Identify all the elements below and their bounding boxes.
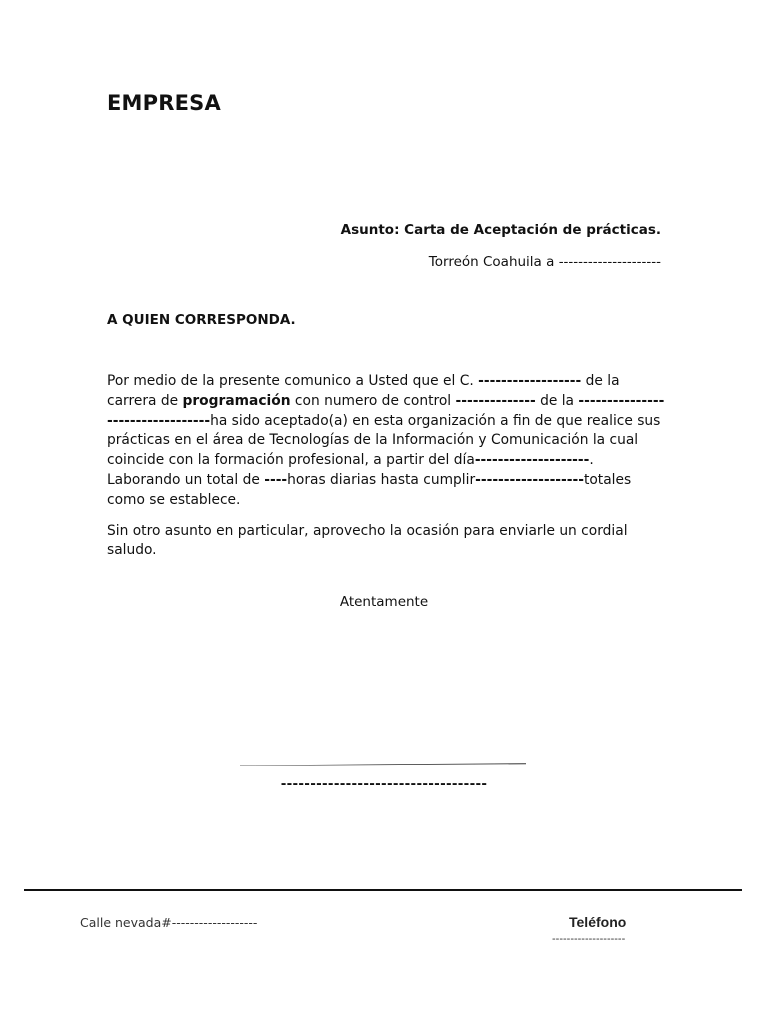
blank-student-name: ------------------	[478, 373, 582, 389]
place-date: Torreón Coahuila a ---------------------	[428, 254, 661, 270]
career-name: programación	[182, 392, 291, 409]
body-paragraph-main	[107, 372, 667, 511]
blank-total-hours: -------------------	[475, 471, 584, 488]
footer-divider	[24, 889, 742, 891]
subject-text: : Carta de Aceptación de prácticas.	[394, 222, 661, 238]
signature-line	[240, 763, 526, 766]
body-paragraph-greeting: Sin otro asunto en particular, aprovecho la ocasión para enviarle un cordial saludo.	[107, 522, 628, 559]
closing-atentamente: Atentamente	[339, 594, 429, 610]
body-text-segment: totales como se establece.	[107, 471, 632, 508]
salutation: A QUIEN CORRESPONDA.	[107, 312, 296, 328]
letter-body	[107, 372, 667, 561]
body-text-segment: . Laborando un total de	[107, 452, 594, 488]
company-name: EMPRESA	[107, 91, 221, 115]
body-text-segment: ha sido aceptado(a) en esta organización a fin de que realice sus prácticas en el área de Tecnologías de la Información y Comunicación la cual coincide con la formación profesional, a partir del día	[107, 412, 661, 469]
body-text-segment: horas diarias hasta cumplir	[287, 471, 476, 488]
blank-institution: ----------------------------	[107, 392, 665, 429]
body-text-segment: de la carrera de	[107, 373, 620, 409]
blank-start-date: --------------------	[474, 452, 590, 469]
footer-address: Calle nevada#-------------------	[80, 915, 258, 930]
body-text-segment: de la	[535, 392, 579, 409]
footer-phone-label: Teléfono	[569, 914, 627, 930]
footer-phone-value: --------------------	[552, 933, 626, 945]
subject-line	[341, 222, 661, 238]
body-text-segment: Por medio de la presente comunico a Usted que el C.	[107, 373, 479, 389]
blank-control-number: --------------	[455, 392, 536, 409]
body-text-segment: con numero de control	[290, 392, 456, 409]
blank-institution-tail: -----	[181, 412, 211, 429]
blank-daily-hours: ----	[264, 471, 288, 488]
subject-label: Asunto	[340, 222, 395, 238]
signer-name-blank: -----------------------------------	[280, 776, 488, 792]
